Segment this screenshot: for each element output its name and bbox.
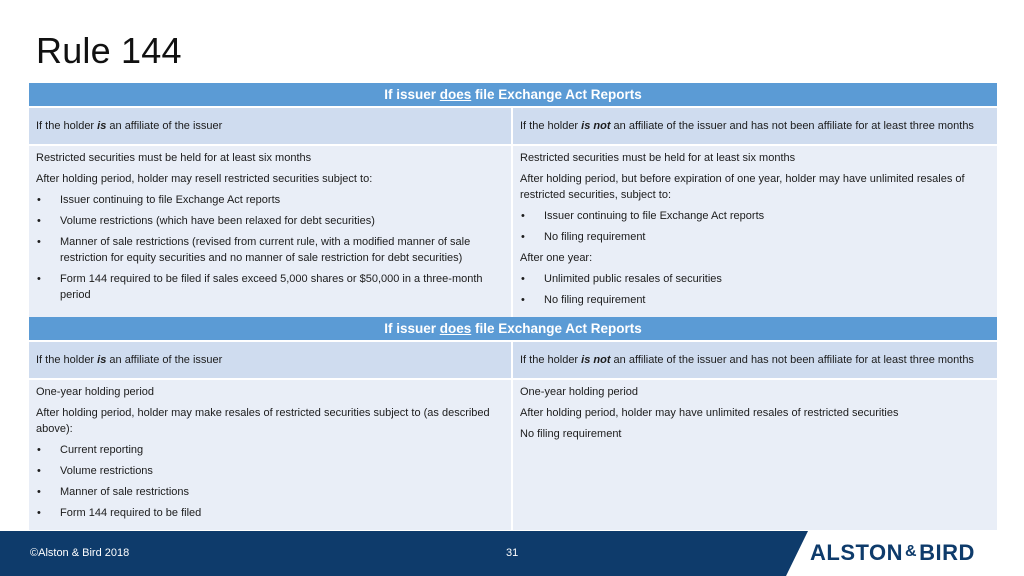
bullet-item [520,271,990,287]
bullet-text: No filing requirement [544,294,646,306]
alston-bird-logo [810,540,975,566]
bullet-icon: • [37,486,41,498]
section2-non-affiliate-header [512,341,997,379]
bullet-icon: • [521,294,525,306]
section2-affiliate-body [29,379,512,530]
bullet-item [36,234,504,266]
body-paragraph: After holding period, holder may have unlimited resales of restricted securities [520,407,899,419]
bullet-icon: • [37,273,41,285]
bullet-item [520,292,990,308]
section1-non-affiliate-body [512,145,997,317]
bullet-icon: • [521,273,525,285]
logo-text: BIRD [919,540,975,565]
band-text: If issuer [384,321,440,336]
header-text: an affiliate of the issuer [106,354,223,366]
bullet-icon: • [521,210,525,222]
bullet-icon: • [37,444,41,456]
body-paragraph: After one year: [520,252,593,264]
slide-title: Rule 144 [36,30,182,71]
bullet-item [36,213,504,229]
bullet-icon: • [37,194,41,206]
section1-affiliate-header [29,107,512,145]
bullet-item [36,442,504,458]
bullet-item [36,505,504,521]
bullet-text: Manner of sale restrictions (revised from current rule, with a modified manner of sale restriction for equity securities and no manner of sale restriction for debt securities) [60,236,471,264]
logo-ampersand: & [905,543,918,560]
footer-copyright: ©Alston & Bird 2018 [30,547,130,559]
logo-text: ALSTON [810,540,904,565]
bullet-text: Form 144 required to be filed if sales exceed 5,000 shares or $50,000 in a three-month period [60,273,483,301]
bullet-text: Current reporting [60,444,144,456]
bullet-text: Unlimited public resales of securities [544,273,722,285]
body-paragraph: After holding period, but before expiration of one year, holder may have unlimited resales of restricted securities, subject to: [520,173,965,201]
bullet-item [520,229,990,245]
body-paragraph: One-year holding period [36,386,155,398]
header-text: an affiliate of the issuer [106,120,223,132]
bullet-icon: • [37,236,41,248]
band-emphasis: does [439,321,472,336]
header-emphasis: is not [581,120,611,132]
body-paragraph: After holding period, holder may resell restricted securities subject to: [36,173,373,185]
body-paragraph: No filing requirement [520,428,622,440]
band-text: file Exchange Act Reports [471,87,642,102]
bullet-text: Volume restrictions (which have been relaxed for debt securities) [60,215,375,227]
bullet-text: Issuer continuing to file Exchange Act reports [60,194,281,206]
bullet-text: Manner of sale restrictions [60,486,189,498]
section1-non-affiliate-header [512,107,997,145]
header-emphasis: is [97,120,107,132]
header-emphasis: is [97,354,107,366]
header-text: If the holder [36,354,98,366]
section1-affiliate-body [29,145,512,317]
band-text: file Exchange Act Reports [471,321,642,336]
header-text: an affiliate of the issuer and has not been affiliate for at least three months [610,120,974,132]
header-text: If the holder [36,120,98,132]
body-paragraph: Restricted securities must be held for at least six months [36,152,312,164]
bullet-icon: • [37,215,41,227]
body-paragraph: One-year holding period [520,386,639,398]
bullet-icon: • [37,465,41,477]
bullet-text: No filing requirement [544,231,646,243]
bullet-item [36,484,504,500]
body-paragraph: After holding period, holder may make resales of restricted securities subject to (as described above): [36,407,490,435]
bullet-item [520,208,990,224]
header-text: If the holder [520,120,582,132]
header-text: If the holder [520,354,582,366]
band-emphasis: does [439,87,472,102]
bullet-item [36,463,504,479]
body-paragraph: Restricted securities must be held for at least six months [520,152,796,164]
header-emphasis: is not [581,354,611,366]
rule-144-table [29,83,997,530]
section1-band-header [29,83,997,107]
bullet-text: Issuer continuing to file Exchange Act reports [544,210,765,222]
bullet-text: Volume restrictions [60,465,153,477]
section2-band-header [29,317,997,341]
bullet-text: Form 144 required to be filed [60,507,202,519]
bullet-icon: • [37,507,41,519]
header-text: an affiliate of the issuer and has not been affiliate for at least three months [610,354,974,366]
bullet-item [36,271,504,303]
bullet-icon: • [521,231,525,243]
bullet-item [36,192,504,208]
section2-affiliate-header [29,341,512,379]
page-number: 31 [506,547,519,559]
band-text: If issuer [384,87,440,102]
section2-non-affiliate-body [512,379,997,530]
